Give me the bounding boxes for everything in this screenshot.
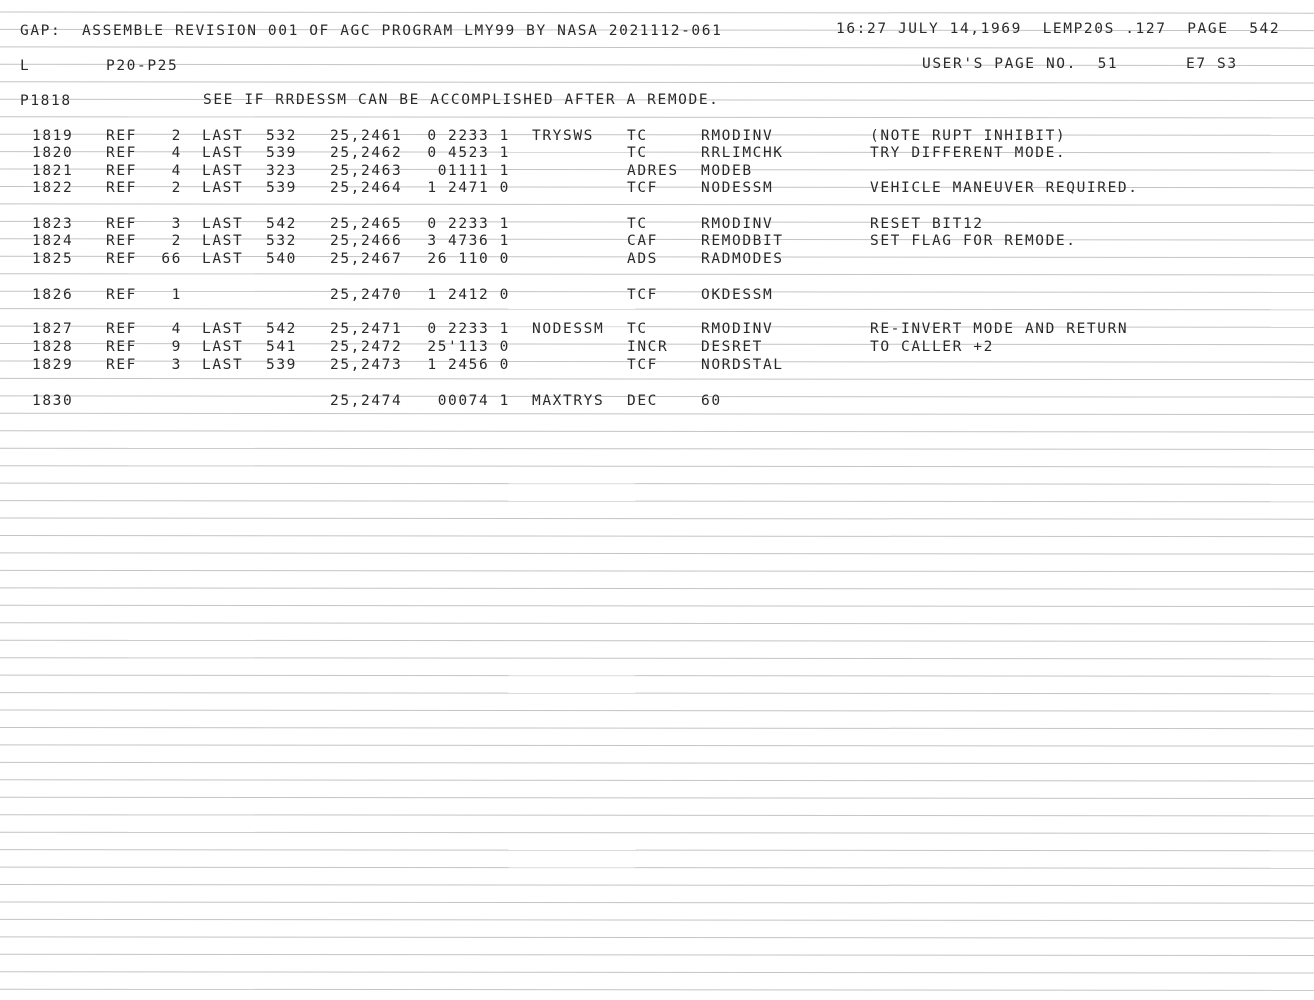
row-code: 25'113 0 (427, 339, 510, 355)
row-line: 1822 (32, 180, 74, 196)
row-last: LAST (202, 357, 244, 373)
row-page: 539 (266, 180, 297, 196)
row-ref: REF (106, 145, 137, 161)
row-code: 01111 1 (437, 163, 510, 179)
row-count: 4 (171, 145, 182, 161)
row-page: 323 (266, 163, 297, 179)
row-operand: DESRET (701, 339, 763, 355)
row-operand: REMODBIT (701, 233, 784, 249)
row-last: LAST (202, 180, 244, 196)
row-line: 1820 (32, 145, 74, 161)
listing-row (0, 145, 1314, 162)
row-last: LAST (202, 216, 244, 232)
row-op: INCR (627, 339, 669, 355)
row-op: ADS (627, 251, 658, 267)
row-page: 542 (266, 216, 297, 232)
row-addr: 25,2465 (330, 216, 403, 232)
header-title: GAP: ASSEMBLE REVISION 001 OF AGC PROGRAM LMY99 BY NASA 2021112-061 (20, 23, 723, 39)
row-operand: RMODINV (701, 216, 774, 232)
row-op: CAF (627, 233, 658, 249)
row-code: 00074 1 (437, 393, 510, 409)
listing-row (0, 339, 1314, 356)
row-op: TCF (627, 287, 658, 303)
row-count: 1 (171, 287, 182, 303)
listing-row (0, 251, 1314, 268)
row-op: TCF (627, 180, 658, 196)
row-line: 1824 (32, 233, 74, 249)
row-code: 0 2233 1 (427, 128, 510, 144)
row-ref: REF (106, 251, 137, 267)
row-count: 2 (171, 128, 182, 144)
listing-row (0, 393, 1314, 410)
row-addr: 25,2471 (330, 321, 403, 337)
row-count: 2 (171, 180, 182, 196)
row-code: 1 2412 0 (427, 287, 510, 303)
row-addr: 25,2462 (330, 145, 403, 161)
row-operand: RMODINV (701, 321, 774, 337)
row-operand: 60 (701, 393, 722, 409)
row-last: LAST (202, 163, 244, 179)
row-op: TC (627, 321, 648, 337)
row-line: 1827 (32, 321, 74, 337)
header-l-marker: L (20, 58, 31, 74)
row-operand: RRLIMCHK (701, 145, 784, 161)
row-page: 542 (266, 321, 297, 337)
row-last: LAST (202, 233, 244, 249)
row-ref: REF (106, 180, 137, 196)
row-operand: NORDSTAL (701, 357, 784, 373)
row-page: 540 (266, 251, 297, 267)
row-page: 539 (266, 357, 297, 373)
row-comment: (NOTE RUPT INHIBIT) (870, 128, 1067, 144)
row-count: 3 (171, 357, 182, 373)
row-operand: OKDESSM (701, 287, 774, 303)
row-comment: TRY DIFFERENT MODE. (870, 145, 1067, 161)
row-count: 2 (171, 233, 182, 249)
row-comment: SET FLAG FOR REMODE. (870, 233, 1077, 249)
row-addr: 25,2472 (330, 339, 403, 355)
row-line: 1828 (32, 339, 74, 355)
listing-row (0, 128, 1314, 145)
row-operand: RMODINV (701, 128, 774, 144)
row-op: TCF (627, 357, 658, 373)
row-ref: REF (106, 128, 137, 144)
row-line: 1826 (32, 287, 74, 303)
row-operand: MODEB (701, 163, 753, 179)
row-count: 4 (171, 163, 182, 179)
row-line: 1825 (32, 251, 74, 267)
section-comment: SEE IF RRDESSM CAN BE ACCOMPLISHED AFTER A REMODE. (203, 92, 720, 108)
header-code: E7 S3 (1186, 56, 1238, 72)
row-addr: 25,2470 (330, 287, 403, 303)
row-page: 532 (266, 128, 297, 144)
listing-row (0, 233, 1314, 250)
listing-row (0, 287, 1314, 304)
row-page: 541 (266, 339, 297, 355)
row-count: 3 (171, 216, 182, 232)
row-page: 539 (266, 145, 297, 161)
row-code: 1 2456 0 (427, 357, 510, 373)
row-comment: RE-INVERT MODE AND RETURN (870, 321, 1129, 337)
listing-row (0, 216, 1314, 233)
row-count: 4 (171, 321, 182, 337)
row-op: TC (627, 145, 648, 161)
listing-row (0, 180, 1314, 197)
row-ref: REF (106, 233, 137, 249)
row-code: 0 2233 1 (427, 216, 510, 232)
row-ref: REF (106, 321, 137, 337)
row-comment: TO CALLER +2 (870, 339, 994, 355)
row-line: 1830 (32, 393, 74, 409)
row-operand: NODESSM (701, 180, 774, 196)
row-label: MAXTRYS (532, 393, 605, 409)
row-line: 1819 (32, 128, 74, 144)
row-addr: 25,2461 (330, 128, 403, 144)
row-comment: VEHICLE MANEUVER REQUIRED. (870, 180, 1139, 196)
row-comment: RESET BIT12 (870, 216, 984, 232)
row-ref: REF (106, 339, 137, 355)
row-op: ADRES (627, 163, 679, 179)
row-addr: 25,2473 (330, 357, 403, 373)
header-user-page: USER'S PAGE NO. 51 (922, 56, 1119, 72)
row-code: 0 2233 1 (427, 321, 510, 337)
row-op: DEC (627, 393, 658, 409)
row-last: LAST (202, 128, 244, 144)
row-op: TC (627, 128, 648, 144)
header-program-range: P20-P25 (106, 58, 179, 74)
section-label: P1818 (20, 93, 72, 109)
row-code: 3 4736 1 (427, 233, 510, 249)
row-addr: 25,2463 (330, 163, 403, 179)
row-addr: 25,2464 (330, 180, 403, 196)
row-operand: RADMODES (701, 251, 784, 267)
row-code: 26 110 0 (427, 251, 510, 267)
row-last: LAST (202, 145, 244, 161)
row-ref: REF (106, 216, 137, 232)
row-line: 1821 (32, 163, 74, 179)
row-label: TRYSWS (532, 128, 594, 144)
row-ref: REF (106, 357, 137, 373)
row-line: 1829 (32, 357, 74, 373)
listing-row (0, 357, 1314, 374)
row-count: 9 (171, 339, 182, 355)
row-addr: 25,2474 (330, 393, 403, 409)
row-ref: REF (106, 163, 137, 179)
row-code: 0 4523 1 (427, 145, 510, 161)
row-addr: 25,2466 (330, 233, 403, 249)
row-last: LAST (202, 339, 244, 355)
row-count: 66 (161, 251, 182, 267)
row-line: 1823 (32, 216, 74, 232)
row-op: TC (627, 216, 648, 232)
row-ref: REF (106, 287, 137, 303)
row-page: 532 (266, 233, 297, 249)
row-last: LAST (202, 251, 244, 267)
row-addr: 25,2467 (330, 251, 403, 267)
row-label: NODESSM (532, 321, 605, 337)
row-code: 1 2471 0 (427, 180, 510, 196)
header-date-page: 16:27 JULY 14,1969 LEMP20S .127 PAGE 542 (836, 21, 1281, 37)
listing-row (0, 163, 1314, 180)
listing-row (0, 321, 1314, 338)
row-last: LAST (202, 321, 244, 337)
